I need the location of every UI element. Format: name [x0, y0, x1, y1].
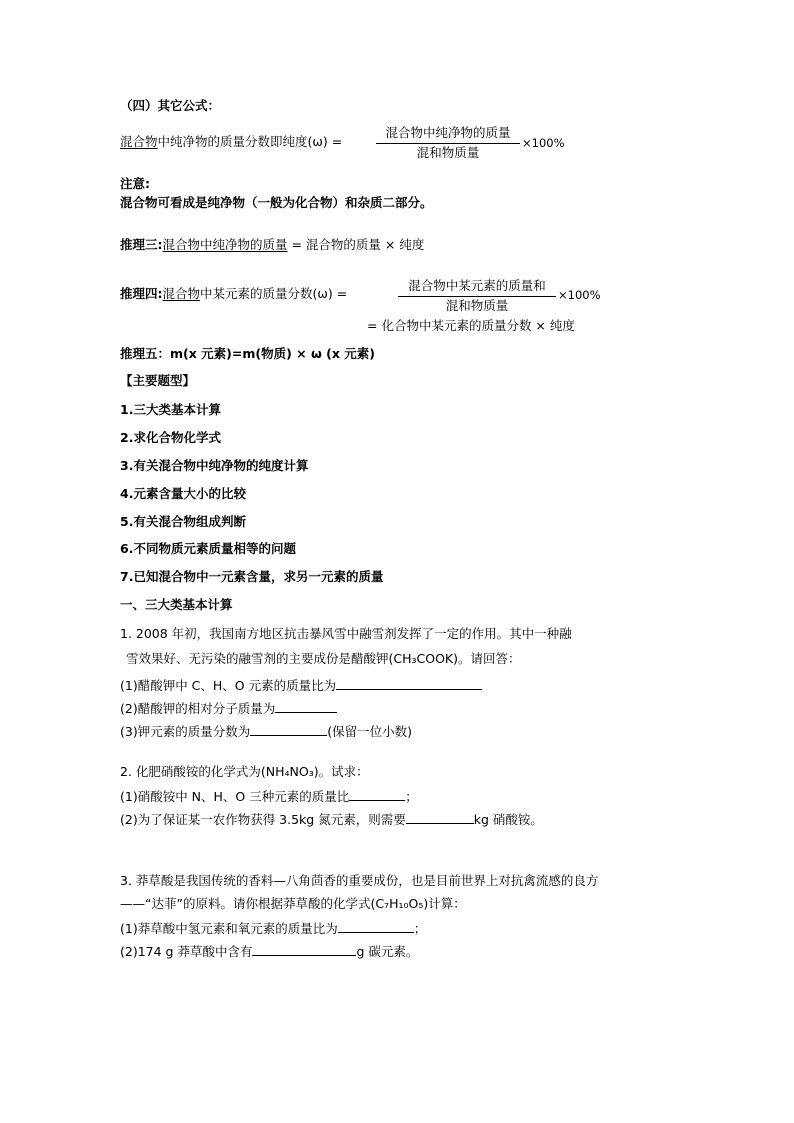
answer-blank[interactable] — [338, 921, 414, 933]
inference-four — [120, 288, 347, 301]
question-one-part3-suffix: (保留一位小数) — [327, 724, 412, 739]
question-two-line1: 2. 化肥硝酸铵的化学式为(NH₄NO₃)。试求： — [120, 764, 369, 779]
inference-five: 推理五：m(x 元素)=m(物质) × ω (x 元素) — [120, 346, 376, 361]
main-type-item: 5.有关混合物组成判断 — [120, 514, 246, 529]
purity-formula-lhs-rest: 中纯净物的质量分数即纯度(ω) = — [157, 134, 343, 149]
question-three-line1: 3. 莽草酸是我国传统的香料—八角茴香的重要成份，也是目前世界上对抗禽流感的良方 — [120, 873, 599, 888]
question-one-part1-text: (1)醋酸钾中 C、H、O 元素的质量比为 — [120, 678, 337, 693]
question-one-line2: 雪效果好、无污染的融雪剂的主要成份是醋酸钾(CH₃COOK)。请回答： — [126, 651, 521, 666]
inference-four-denominator: 混和物质量 — [445, 297, 509, 313]
question-two-part1 — [120, 789, 418, 804]
section-four-title: （四）其它公式： — [120, 98, 221, 113]
section-one-title: 一、三大类基本计算 — [120, 597, 233, 612]
question-two-part2-text: (2)为了保证某一农作物获得 3.5kg 氮元素，则需要 — [120, 812, 406, 827]
question-three-line2: ——“达菲”的原料。请你根据莽草酸的化学式(C₇H₁₀O₅)计算： — [120, 896, 466, 911]
question-one-part2-text: (2)醋酸钾的相对分子质量为 — [120, 701, 276, 716]
main-type-item: 3.有关混合物中纯净物的纯度计算 — [120, 458, 309, 473]
inference-four-label: 推理四: — [120, 286, 163, 301]
question-three-part1-text: (1)莽草酸中氢元素和氧元素的质量比为 — [120, 921, 338, 936]
note-label: 注意: — [120, 176, 150, 191]
question-three-part1-suffix: ； — [413, 921, 427, 936]
inference-four-fraction — [398, 280, 556, 312]
answer-blank[interactable] — [349, 789, 405, 801]
question-two-part1-suffix: ； — [405, 789, 418, 804]
question-one-part1 — [120, 678, 482, 693]
note-text: 混合物可看成是纯净物（一般为化合物）和杂质二部分。 — [120, 195, 433, 210]
answer-blank[interactable] — [275, 701, 337, 713]
question-two-part2-suffix: kg 硝酸铵。 — [473, 812, 543, 827]
inference-three-underlined: 混合物中纯净物的质量 — [162, 237, 288, 252]
question-three-part2-text: (2)174 g 莽草酸中含有 — [120, 944, 253, 959]
question-three-part2-suffix: g 碳元素。 — [356, 944, 419, 959]
question-one-part3-text: (3)钾元素的质量分数为 — [120, 724, 251, 739]
inference-four-numerator: 混合物中某元素的质量和 — [408, 278, 546, 293]
answer-blank[interactable] — [252, 944, 356, 956]
question-three-part2 — [120, 944, 418, 959]
answer-blank[interactable] — [336, 678, 482, 690]
purity-formula-suffix: ×100% — [522, 136, 565, 150]
purity-fraction — [376, 127, 520, 159]
inference-three-label: 推理三: — [120, 237, 163, 252]
inference-three-rest: = 混合物的质量 × 纯度 — [287, 237, 425, 252]
purity-formula-lhs-underlined: 混合物 — [120, 134, 158, 149]
inference-three — [120, 239, 424, 252]
purity-formula-lhs — [120, 136, 342, 149]
question-two-part2 — [120, 812, 543, 827]
main-type-item: 6.不同物质元素质量相等的问题 — [120, 541, 296, 556]
main-type-item: 4.元素含量大小的比较 — [120, 486, 246, 501]
main-type-item: 2.求化合物化学式 — [120, 430, 221, 445]
inference-four-rest: 中某元素的质量分数(ω) = — [200, 286, 348, 301]
main-type-item: 1.三大类基本计算 — [120, 402, 221, 417]
inference-four-suffix: ×100% — [558, 288, 601, 302]
inference-four-underlined: 混合物 — [162, 286, 201, 301]
main-type-item: 7.已知混合物中一元素含量，求另一元素的质量 — [120, 569, 384, 584]
question-one-part2 — [120, 701, 337, 716]
question-one-line1: 1. 2008 年初，我国南方地区抗击暴风雪中融雪剂发挥了一定的作用。其中一种融 — [120, 626, 572, 641]
answer-blank[interactable] — [406, 812, 474, 824]
purity-fraction-numerator: 混合物中纯净物的质量 — [385, 125, 511, 140]
question-three-part1 — [120, 921, 426, 936]
question-one-part3 — [120, 724, 412, 739]
question-two-part1-text: (1)硝酸铵中 N、H、O 三种元素的质量比 — [120, 789, 350, 804]
main-types-title: 【主要题型】 — [120, 373, 196, 388]
purity-fraction-denominator: 混和物质量 — [416, 144, 480, 160]
answer-blank[interactable] — [250, 724, 327, 736]
inference-four-line2: = 化合物中某元素的质量分数 × 纯度 — [367, 318, 575, 333]
